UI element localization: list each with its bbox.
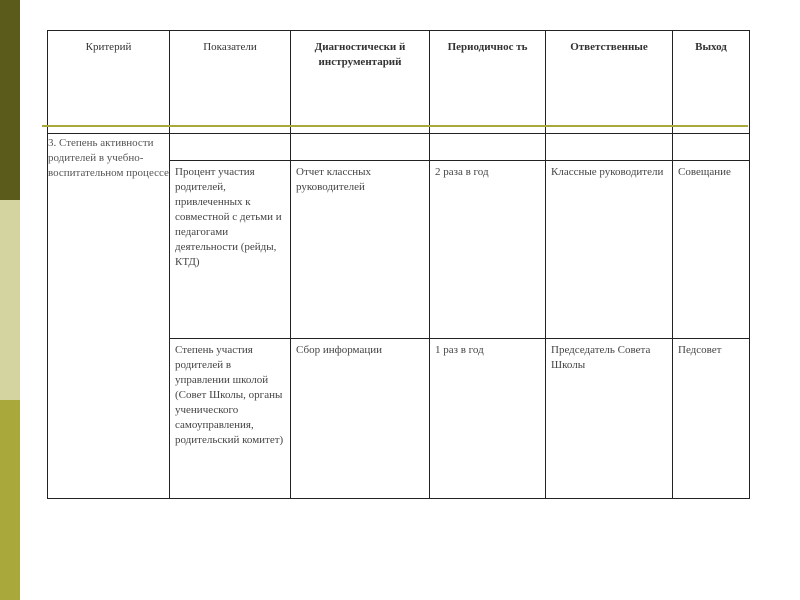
empty-cell xyxy=(430,134,546,161)
empty-cell xyxy=(546,134,673,161)
responsible-cell: Классные руководители xyxy=(546,161,673,339)
header-responsible: Ответственные xyxy=(546,31,673,134)
tools-cell: Отчет классных руководителей xyxy=(291,161,430,339)
side-bar-mid-segment xyxy=(0,400,20,600)
tools-cell: Сбор информации xyxy=(291,339,430,499)
responsible-cell: Председатель Совета Школы xyxy=(546,339,673,499)
header-output: Выход xyxy=(673,31,750,134)
criteria-table xyxy=(47,30,750,499)
output-cell: Совещание xyxy=(673,161,750,339)
header-row xyxy=(48,31,750,134)
decorative-side-bar xyxy=(0,0,20,600)
empty-cell xyxy=(673,134,750,161)
period-cell: 1 раз в год xyxy=(430,339,546,499)
output-cell: Педсовет xyxy=(673,339,750,499)
accent-divider-line xyxy=(42,125,748,127)
header-period: Периодичнос ть xyxy=(430,31,546,134)
indicator-cell: Процент участия родителей, привлеченных к совместной с детьми и педагогами деятельности (рейды, КТД) xyxy=(170,161,291,339)
header-indicators: Показатели xyxy=(170,31,291,134)
indicator-cell: Степень участия родителей в управлении школой (Совет Школы, органы ученического самоуправления, родительский комитет) xyxy=(170,339,291,499)
criterion-cell: 3. Степень активности родителей в учебно-воспитательном процессе xyxy=(48,134,170,499)
header-criterion: Критерий xyxy=(48,31,170,134)
period-cell: 2 раза в год xyxy=(430,161,546,339)
empty-cell xyxy=(291,134,430,161)
spacer-row xyxy=(48,134,750,161)
empty-cell xyxy=(170,134,291,161)
header-tools: Диагностически й инструментарий xyxy=(291,31,430,134)
side-bar-light-segment xyxy=(0,200,20,400)
side-bar-dark-segment xyxy=(0,0,20,200)
